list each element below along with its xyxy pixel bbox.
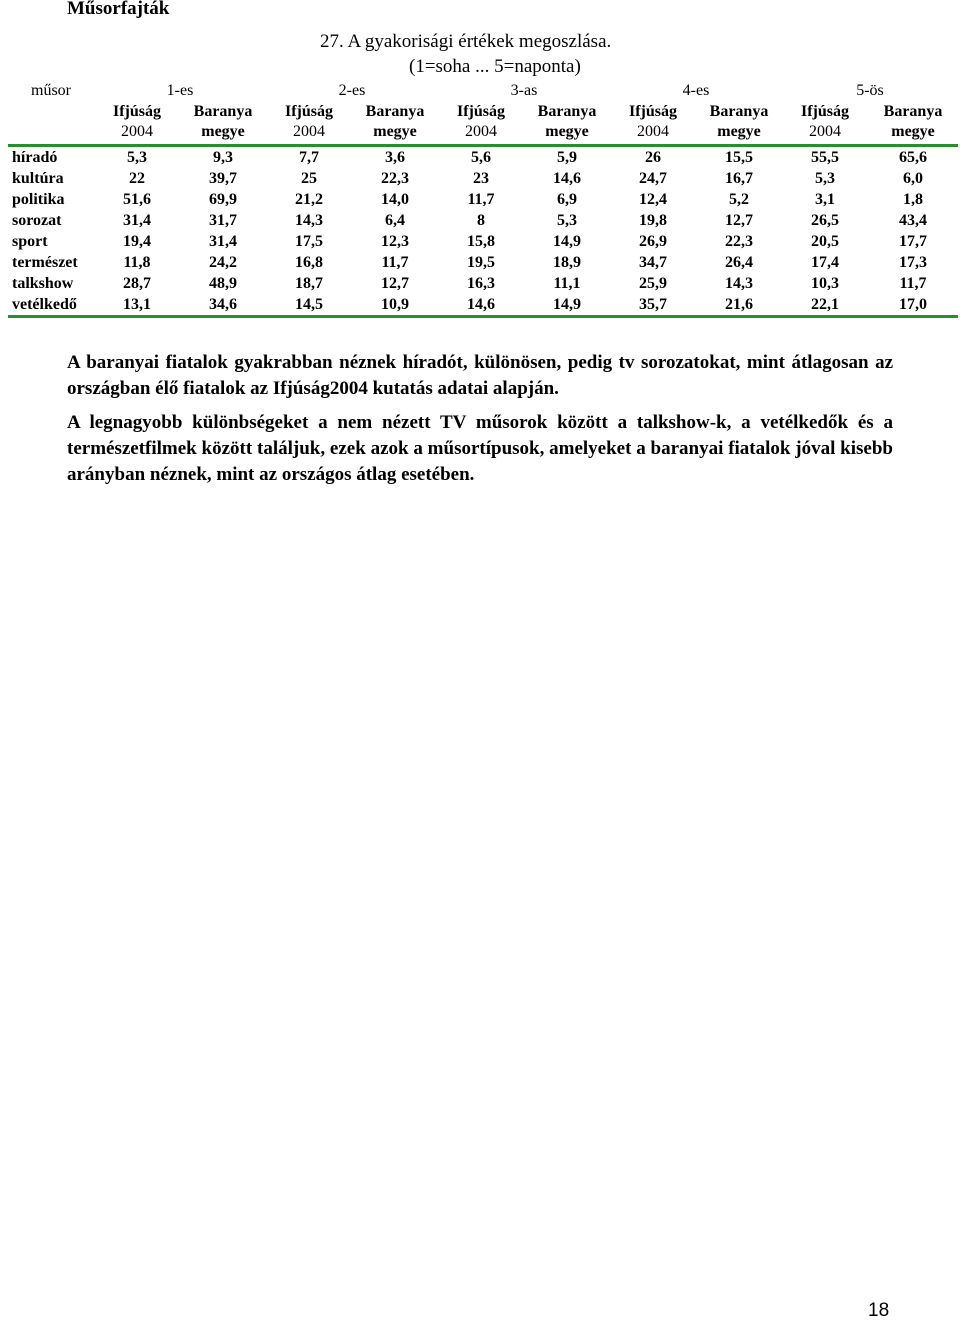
table-row (8, 231, 958, 252)
table-cell: 48,9 (209, 274, 237, 292)
page-number: 18 (868, 1300, 890, 1321)
table-cell: 21,2 (295, 190, 323, 208)
table-row (8, 146, 958, 169)
sub-header: 2004 (809, 123, 841, 140)
table-cell: 39,7 (209, 169, 237, 187)
table-row (8, 273, 958, 294)
row-label: híradó (12, 148, 58, 166)
table-cell: 26,5 (811, 211, 839, 229)
row-label: vetélkedő (12, 295, 77, 313)
table-cell: 3,6 (385, 148, 405, 166)
sub-header: Ifjúság (112, 103, 161, 120)
table-cell: 3,1 (815, 190, 835, 208)
table-cell: 22,1 (811, 295, 839, 313)
group-header: 2-es (338, 82, 366, 99)
table-cell: 16,3 (467, 274, 495, 292)
sub-header: 2004 (121, 123, 153, 140)
group-header: 3-as (510, 82, 538, 99)
table-cell: 25 (301, 169, 317, 187)
table-cell: 55,5 (811, 148, 839, 166)
table-cell: 24,7 (639, 169, 667, 187)
group-header: 4-es (682, 82, 710, 99)
group-header: 5-ös (856, 82, 884, 99)
table-cell: 18,9 (553, 253, 581, 271)
table-cell: 31,4 (209, 232, 237, 250)
sub-header: Ifjúság (456, 103, 505, 120)
table-cell: 20,5 (811, 232, 839, 250)
table-cell: 17,5 (295, 232, 323, 250)
table-cell: 11,7 (899, 274, 927, 292)
sub-header: 2004 (465, 123, 497, 140)
table-cell: 15,5 (725, 148, 753, 166)
table-cell: 34,7 (639, 253, 667, 271)
paragraph: A legnagyobb különbségeket a nem nézett TV műsorok között a talkshow-k, a vetélkedők és a természetfilmek között találjuk, ezek azok a műsortípusok, amelyeket a baranyai fiatalok jóval kisebb arányban néznek, mint az országos átlag esetében. (67, 412, 893, 485)
table-cell: 22 (129, 169, 145, 187)
table-cell: 14,0 (381, 190, 409, 208)
table-cell: 13,1 (123, 295, 151, 313)
table-cell: 35,7 (639, 295, 667, 313)
table-cell: 6,0 (903, 169, 923, 187)
table-title-line2: (1=soha ... 5=naponta) (409, 56, 581, 77)
paragraph: A baranyai fiatalok gyakrabban néznek híradót, különösen, pedig tv sorozatokat, mint átlagosan az országban élő fiatalok az Ifjúság2004 kutatás adatai alapján. (67, 352, 893, 399)
table-row (8, 252, 958, 273)
table-cell: 7,7 (299, 148, 319, 166)
table-cell: 19,4 (123, 232, 151, 250)
table-cell: 8 (477, 211, 485, 229)
table-cell: 5,2 (729, 190, 749, 208)
header-row-groups (8, 80, 958, 102)
table-cell: 26,9 (639, 232, 667, 250)
table-cell: 1,8 (903, 190, 923, 208)
sub-header: 2004 (637, 123, 669, 140)
table-cell: 26,4 (725, 253, 753, 271)
table-cell: 11,8 (123, 253, 151, 271)
table-cell: 65,6 (899, 148, 927, 166)
table-cell: 10,9 (381, 295, 409, 313)
table-cell: 12,7 (381, 274, 409, 292)
table-cell: 11,1 (553, 274, 581, 292)
sub-header: Ifjúság (628, 103, 677, 120)
table-cell: 16,8 (295, 253, 323, 271)
table-cell: 14,6 (553, 169, 581, 187)
table-cell: 12,7 (725, 211, 753, 229)
table-cell: 25,9 (639, 274, 667, 292)
row-label: sport (12, 232, 48, 250)
table-cell: 22,3 (381, 169, 409, 187)
table-cell: 51,6 (123, 190, 151, 208)
table-cell: 22,3 (725, 232, 753, 250)
table-cell: 5,9 (557, 148, 577, 166)
table-cell: 12,4 (639, 190, 667, 208)
group-header: 1-es (166, 82, 194, 99)
table-cell: 14,9 (553, 295, 581, 313)
table-cell: 16,7 (725, 169, 753, 187)
table-cell: 17,7 (899, 232, 927, 250)
sub-header: megye (373, 123, 417, 140)
frequency-table (8, 80, 958, 318)
table-cell: 14,3 (295, 211, 323, 229)
sub-header: Baranya (193, 103, 253, 120)
row-label: politika (12, 190, 65, 208)
table-cell: 12,3 (381, 232, 409, 250)
table-cell: 14,9 (553, 232, 581, 250)
table-cell: 6,4 (385, 211, 405, 229)
table-cell: 5,3 (815, 169, 835, 187)
table-cell: 24,2 (209, 253, 237, 271)
table-cell: 17,4 (811, 253, 839, 271)
table-cell: 19,5 (467, 253, 495, 271)
sub-header: megye (201, 123, 245, 140)
sub-header: megye (545, 123, 589, 140)
table-row (8, 210, 958, 231)
table-cell: 9,3 (213, 148, 233, 166)
table-cell: 6,9 (557, 190, 577, 208)
sub-header: Baranya (883, 103, 943, 120)
table-cell: 21,6 (725, 295, 753, 313)
sub-header: megye (717, 123, 761, 140)
row-label: kultúra (12, 169, 64, 187)
table-cell: 11,7 (467, 190, 495, 208)
table-cell: 34,6 (209, 295, 237, 313)
row-label: sorozat (12, 211, 62, 229)
table-cell: 17,3 (899, 253, 927, 271)
table-cell: 31,7 (209, 211, 237, 229)
row-label: talkshow (12, 274, 74, 292)
section-title: Műsorfajták (67, 0, 170, 19)
table-body (8, 146, 958, 317)
table-row (8, 294, 958, 317)
table-cell: 14,6 (467, 295, 495, 313)
table-cell: 14,5 (295, 295, 323, 313)
table-cell: 5,6 (471, 148, 491, 166)
table-cell: 17,0 (899, 295, 927, 313)
sub-header: Baranya (537, 103, 597, 120)
row-label: természet (12, 253, 78, 271)
table-cell: 14,3 (725, 274, 753, 292)
table-cell: 31,4 (123, 211, 151, 229)
table-cell: 5,3 (127, 148, 147, 166)
table-row (8, 168, 958, 189)
table-cell: 11,7 (381, 253, 409, 271)
sub-header: Ifjúság (284, 103, 333, 120)
table-cell: 19,8 (639, 211, 667, 229)
table-cell: 26 (645, 148, 661, 166)
table-cell: 5,3 (557, 211, 577, 229)
table-title-line1: 27. A gyakorisági értékek megoszlása. (320, 31, 612, 52)
table-cell: 18,7 (295, 274, 323, 292)
sub-header: 2004 (293, 123, 325, 140)
corner-label: műsor (31, 82, 71, 99)
header-row-sub-top (8, 102, 958, 122)
table-title (320, 29, 680, 79)
table-cell: 69,9 (209, 190, 237, 208)
table-cell: 28,7 (123, 274, 151, 292)
table-cell: 10,3 (811, 274, 839, 292)
header-row-sub-bottom (8, 122, 958, 146)
table-row (8, 189, 958, 210)
sub-header: Ifjúság (800, 103, 849, 120)
table-cell: 15,8 (467, 232, 495, 250)
table-cell: 43,4 (899, 211, 927, 229)
sub-header: Baranya (365, 103, 425, 120)
sub-header: megye (891, 123, 935, 140)
table-cell: 23 (473, 169, 489, 187)
sub-header: Baranya (709, 103, 769, 120)
